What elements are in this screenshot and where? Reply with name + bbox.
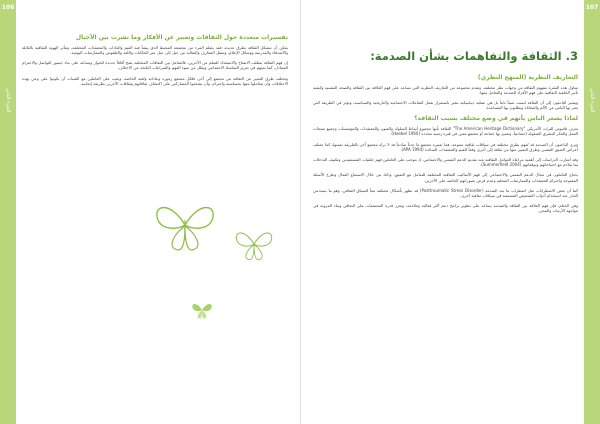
left-paragraph: يمكن أن تتشكل الثقافة بطرق عديدة، فقد يتعلم المرء من مجتمعه المحيط الذي ينشأ فيه القيم والعادات والمعتقدات المختلفة، وتتأثر الهوية الثقافية بالعائلة والأصدقاء والمدرسة ووسائل الإعلام، وتنتقل المعارف والتقاليد من جيل إلى جيل عبر الحكايات واللغة والطقوس والممارسات اليومية. <box>22 44 288 55</box>
subsection-heading: التعاريف النظرية (المنهج النظري) <box>477 73 578 81</box>
left-section-title: تفسيرات متعددة حول الثقافات وتعبير عن الأفكار وما نشرت بين الأجيال <box>75 34 288 41</box>
left-page-number: 106 <box>1 4 15 11</box>
butterfly-icon <box>150 190 220 260</box>
right-page-number: 107 <box>585 4 599 11</box>
right-accent-strip <box>584 0 600 424</box>
right-paragraph: وفي الختام، فإن فهم العلاقة بين الثقافة والصدمة يساعد على تطوير برامج دعم أكثر فعالية وملاءمة، ويعزز قدرة المجتمعات على التعافي وبناء المرونة في مواجهة الأزمات والمحن. <box>313 203 578 214</box>
right-paragraph: ويشير الباحثون إلى أن الثقافة ليست شيئاً ثابتاً بل هي عملية ديناميكية تتغير باستمرار بفعل التفاعلات الاجتماعية والتاريخية والسياسية، وتؤثر في الطريقة التي يعبر بها الناس عن الألم والمعاناة ويطلبون بها المساعدة. <box>313 100 578 111</box>
right-paragraph: يحتاج العاملون في مجال الدعم النفسي والاجتماعي إلى فهم الأساليب الثقافية المختلفة للتعامل مع الضيق، وذلك من خلال الاستماع الفعال وطرح الأسئلة المفتوحة واحترام المعتقدات والممارسات المحلية وعدم فرض تصوراتهم الخاصة على الآخرين. <box>313 172 578 183</box>
left-paragraph: وتختلف طرق التعبير عن الثقافة من مجتمع إلى آخر، فلكل مجتمع رموزه وعاداته ولغته الخاصة، ويجب على العاملين مع الشباب أن يكونوا على وعي بهذه الاختلافات وأن يتعاملوا معها بحساسية واحترام، وأن يشجعوا المشاركين على اكتشاف ثقافاتهم وثقافات الآخرين بطريقة إيجابية. <box>22 75 288 86</box>
right-paragraph: يعرف قاموس التراث الأمريكي "The American Heritage Dictionary" الثقافة بأنها مجموع أنماط السلوك والفنون والمعتقدات والمؤسسات وجميع منتجات العمل والفكر البشري المنقولة اجتماعياً، وتتميز بها جماعة أو مجتمع معين في فترة زمنية محددة (Hoebel 1960). <box>313 126 578 137</box>
butterfly-icon <box>190 298 214 322</box>
right-paragraph: كما أن بعض الاضطرابات مثل اضطراب ما بعد الصدمة (Posttraumatic Stress Disorder) قد تظهر بأشكال مختلفة تبعاً للسياق الثقافي، وهو ما يستدعي الحذر عند استخدام أدوات التشخيص المصممة في سياقات ثقافية أخرى. <box>313 187 579 199</box>
right-paragraph: وقد أشارت الدراسات إلى أهمية مراعاة العوامل الثقافية عند تقديم الدعم النفسي والاجتماعي، إذ يتوجب على العاملين فهم خلفيات المستفيدين وتكييف التدخلات بما يتلاءم مع احتياجاتهم وتوقعاتهم (Summerfield 2004). <box>313 157 578 168</box>
left-running-title: الجزء الثاني <box>5 87 11 113</box>
left-page-content <box>22 34 288 91</box>
right-page-content <box>313 28 578 219</box>
subsection-heading: لماذا يشعر الناس بأنهم في وضع مختلف بسبب الثقافة؟ <box>414 115 578 123</box>
right-page <box>300 0 600 424</box>
left-paragraph: إن فهم الثقافة يتطلب الانفتاح والاستعداد للتعلم من الآخرين، فالتفاعل بين الثقافات المختلفة يفتح آفاقاً جديدة للحوار ويساعد على بناء جسور التواصل والاحترام المتبادل، كما يسهم في تعزيز التماسك الاجتماعي ويقلل من سوء الفهم والصراعات الناتجة عن الاختلاف. <box>22 60 288 71</box>
left-accent-strip <box>0 0 16 424</box>
right-paragraph: تتناول هذه الفقرة مفهوم الثقافة من وجهات نظر مختلفة، وتقدم مجموعة من التعاريف النظرية التي تساعد على فهم العلاقة بين الثقافة والصحة النفسية وكيفية تأثير الخلفية الثقافية على فهم الأفراد للصدمة والتعامل معها. <box>313 84 578 95</box>
right-paragraph: ويرى الباحثون أن الصدمة قد تُفهم بطرق مختلفة في سياقات ثقافية متنوعة، فما يعتبره مجتمع ما حدثاً صادماً قد لا يراه مجتمع آخر بالطريقة نفسها، كما تختلف أعراض الضيق النفسي وطرق التعبير عنها من ثقافة إلى أخرى وفقاً للقيم والمعتقدات السائدة (APA 1994). <box>313 141 578 152</box>
right-running-title: الجزء الثاني <box>589 87 595 113</box>
chapter-title: 3. الثقافة والتفاهمات بشأن الصدمة: <box>370 49 578 63</box>
butterfly-icon <box>232 222 276 266</box>
